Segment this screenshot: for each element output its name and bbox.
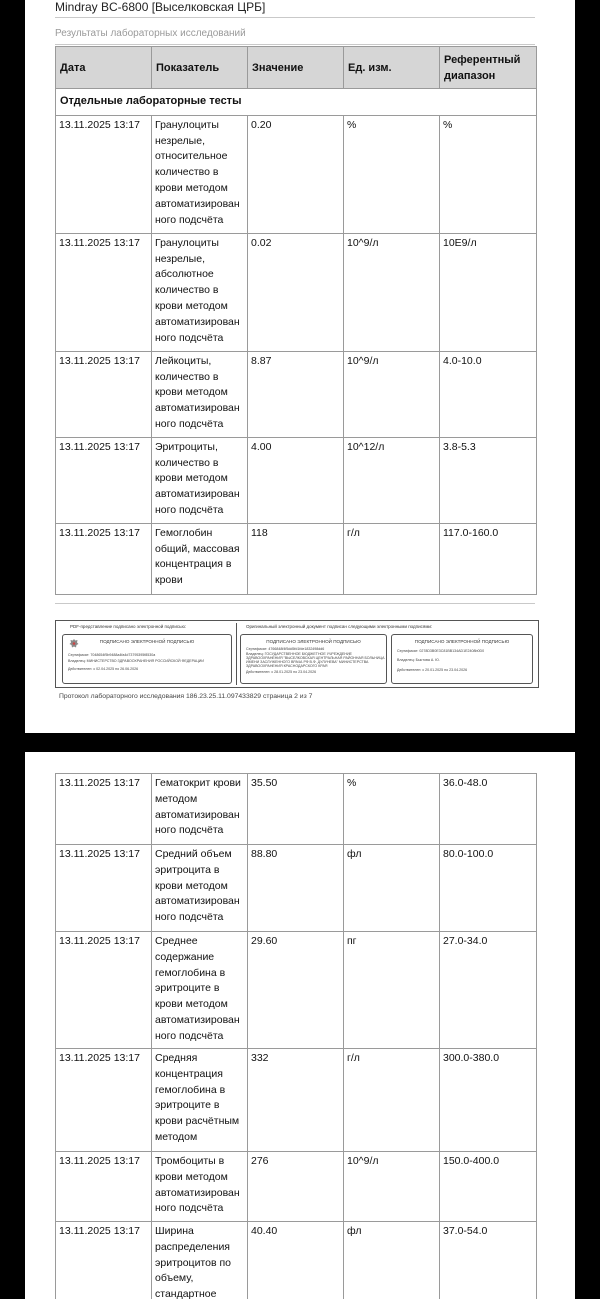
cell-value: 88.80: [248, 845, 344, 932]
signature-stamp-title: ПОДПИСАНО ЭЛЕКТРОННОЙ ПОДПИСЬЮ: [99, 639, 195, 644]
owner-line: ЗДРАВООХРАНЕНИЯ КРАСНОДАРСКОГО КРАЯ: [246, 664, 328, 668]
cell-range: 27.0-34.0: [440, 932, 537, 1049]
cell-range: 117.0-160.0: [440, 523, 537, 594]
certificate-line: Сертификат: 4766848f4f5dd5fd1fde1832498dd6: [246, 647, 325, 651]
cell-value: 29.60: [248, 932, 344, 1049]
lab-results-table-continued: [55, 773, 537, 1299]
cell-unit: фл: [344, 845, 440, 932]
cell-date: 13.11.2025 13:17: [56, 845, 152, 932]
table-row: [56, 774, 537, 845]
divider: [55, 603, 535, 604]
signature-stamp-ministry: [62, 634, 232, 684]
cell-date: 13.11.2025 13:17: [56, 523, 152, 594]
pdf-signature-note: PDF-представление подписано электронной подписью:: [70, 624, 187, 629]
cell-range: 36.0-48.0: [440, 774, 537, 845]
cell-date: 13.11.2025 13:17: [56, 351, 152, 437]
cell-range: %: [440, 115, 537, 233]
document-page-1: [25, 0, 575, 733]
electronic-signature-block: [55, 620, 539, 688]
cell-value: 4.00: [248, 437, 344, 523]
cell-value: 118: [248, 523, 344, 594]
column-header-unit: Ед. изм.: [344, 47, 440, 89]
cell-unit: фл: [344, 1222, 440, 1299]
table-row: [56, 1049, 537, 1152]
table-row: [56, 351, 537, 437]
cell-indicator: Гематокрит крови методом автоматизирован ного подсчёта: [152, 774, 248, 845]
column-header-value: Значение: [248, 47, 344, 89]
cell-unit: 10^9/л: [344, 351, 440, 437]
cell-indicator: Гранулоциты незрелые, относительное количество в крови методом автоматизирован ного подсчёта: [152, 115, 248, 233]
validity-line: Действителен: с 28.01.2025 по 23.04.2026: [246, 670, 317, 674]
cell-value: 276: [248, 1152, 344, 1222]
column-header-indicator: Показатель: [152, 47, 248, 89]
cell-indicator: Тромбоциты в крови методом автоматизирован ного подсчёта: [152, 1152, 248, 1222]
cell-unit: г/л: [344, 523, 440, 594]
table-row: [56, 845, 537, 932]
certificate-line: Сертификат: 0278D3B0E3C81BB134AD1E2408b0D0: [397, 649, 485, 653]
group-title: Отдельные лабораторные тесты: [56, 89, 537, 116]
certificate-line: Сертификат: 7048654f5b9488a4fa4d73795395f8530a: [68, 653, 156, 657]
table-row: [56, 1152, 537, 1222]
device-title: Mindray BC-6800 [Выселковская ЦРБ]: [55, 0, 266, 14]
table-header-row: [56, 47, 537, 89]
signature-stamp-title: ПОДПИСАНО ЭЛЕКТРОННОЙ ПОДПИСЬЮ: [266, 639, 361, 644]
protocol-footer: Протокол лабораторного исследования 186.23.25.11.097433829 страница 2 из 7: [59, 693, 313, 700]
lab-results-table: [55, 46, 537, 595]
owner-line: Владелец: ГОСУДАРСТВЕННОЕ БЮДЖЕТНОЕ УЧРЕЖДЕНИЕ: [246, 652, 352, 656]
cell-indicator: Гранулоциты незрелые, абсолютное количество в крови методом автоматизирован ного подсчёта: [152, 233, 248, 351]
cell-date: 13.11.2025 13:17: [56, 1222, 152, 1299]
cell-indicator: Гемоглобин общий, массовая концентрация в крови: [152, 523, 248, 594]
cell-value: 35.50: [248, 774, 344, 845]
cell-unit: г/л: [344, 1049, 440, 1152]
cell-value: 8.87: [248, 351, 344, 437]
divider: [55, 17, 535, 18]
cell-date: 13.11.2025 13:17: [56, 437, 152, 523]
cell-date: 13.11.2025 13:17: [56, 774, 152, 845]
cell-indicator: Лейкоциты, количество в крови методом автоматизирован ного подсчёта: [152, 351, 248, 437]
owner-line: ИМЕНИ ЗАСЛУЖЕННОГО ВРАЧА РФ В.Ф. ДУЛУНЕВА" МИНИСТЕРСТВА: [246, 660, 369, 664]
cell-unit: пг: [344, 932, 440, 1049]
table-row: [56, 115, 537, 233]
cell-value: 332: [248, 1049, 344, 1152]
cell-unit: 10^9/л: [344, 233, 440, 351]
cell-unit: 10^12/л: [344, 437, 440, 523]
cell-indicator: Среднее содержание гемоглобина в эритроците в крови методом автоматизирован ного подсчёта: [152, 932, 248, 1049]
cell-date: 13.11.2025 13:17: [56, 1152, 152, 1222]
section-title: Результаты лабораторных исследований: [55, 28, 246, 39]
validity-line: Действителен: с 20.01.2025 по 23.04.2026: [397, 668, 468, 672]
document-page-2: [25, 752, 575, 1299]
owner-line: Владелец: МИНИСТЕРСТВО ЗДРАВООХРАНЕНИЯ РОССИЙСКОЙ ФЕДЕРАЦИИ: [68, 659, 204, 663]
cell-date: 13.11.2025 13:17: [56, 115, 152, 233]
cell-range: 3.8-5.3: [440, 437, 537, 523]
table-row: [56, 1222, 537, 1299]
signature-stamp-title: ПОДПИСАНО ЭЛЕКТРОННОЙ ПОДПИСЬЮ: [414, 639, 510, 644]
column-header-range: Референтный диапазон: [440, 47, 537, 89]
cell-value: 40.40: [248, 1222, 344, 1299]
column-header-date: Дата: [56, 47, 152, 89]
cell-indicator: Эритроциты, количество в крови методом автоматизирован ного подсчёта: [152, 437, 248, 523]
cell-value: 0.20: [248, 115, 344, 233]
cell-range: 150.0-400.0: [440, 1152, 537, 1222]
table-row: [56, 437, 537, 523]
cell-unit: %: [344, 115, 440, 233]
cell-unit: %: [344, 774, 440, 845]
cell-indicator: Средний объем эритроцита в крови методом автоматизирован ного подсчёта: [152, 845, 248, 932]
cell-date: 13.11.2025 13:17: [56, 1049, 152, 1152]
table-row: [56, 523, 537, 594]
signature-separator: [236, 623, 237, 685]
cell-range: 300.0-380.0: [440, 1049, 537, 1152]
owner-line: Владелец: Быстова А. Ю.: [397, 658, 440, 662]
cell-range: 10E9/л: [440, 233, 537, 351]
divider: [55, 44, 535, 45]
group-row: [56, 89, 537, 116]
cell-range: 80.0-100.0: [440, 845, 537, 932]
cell-date: 13.11.2025 13:17: [56, 932, 152, 1049]
table-row: [56, 233, 537, 351]
validity-line: Действителен: с 02.04.2025 по 26.06.2026: [68, 667, 139, 671]
signature-stamp-doctor: [391, 634, 533, 684]
cell-date: 13.11.2025 13:17: [56, 233, 152, 351]
cell-range: 4.0-10.0: [440, 351, 537, 437]
cell-value: 0.02: [248, 233, 344, 351]
cell-range: 37.0-54.0: [440, 1222, 537, 1299]
signature-stamp-hospital: [240, 634, 387, 684]
original-signature-note: Оригинальный электронный документ подписан следующими электронными подписями:: [246, 624, 433, 629]
cell-indicator: Ширина распределения эритроцитов по объему, стандартное: [152, 1222, 248, 1299]
table-row: [56, 932, 537, 1049]
cell-unit: 10^9/л: [344, 1152, 440, 1222]
cell-indicator: Средняя концентрация гемоглобина в эритроците в крови расчётным методом: [152, 1049, 248, 1152]
owner-line: ЗДРАВООХРАНЕНИЯ "ВЫСЕЛКОВСКАЯ ЦЕНТРАЛЬНАЯ РАЙОННАЯ БОЛЬНИЦА: [246, 656, 385, 660]
